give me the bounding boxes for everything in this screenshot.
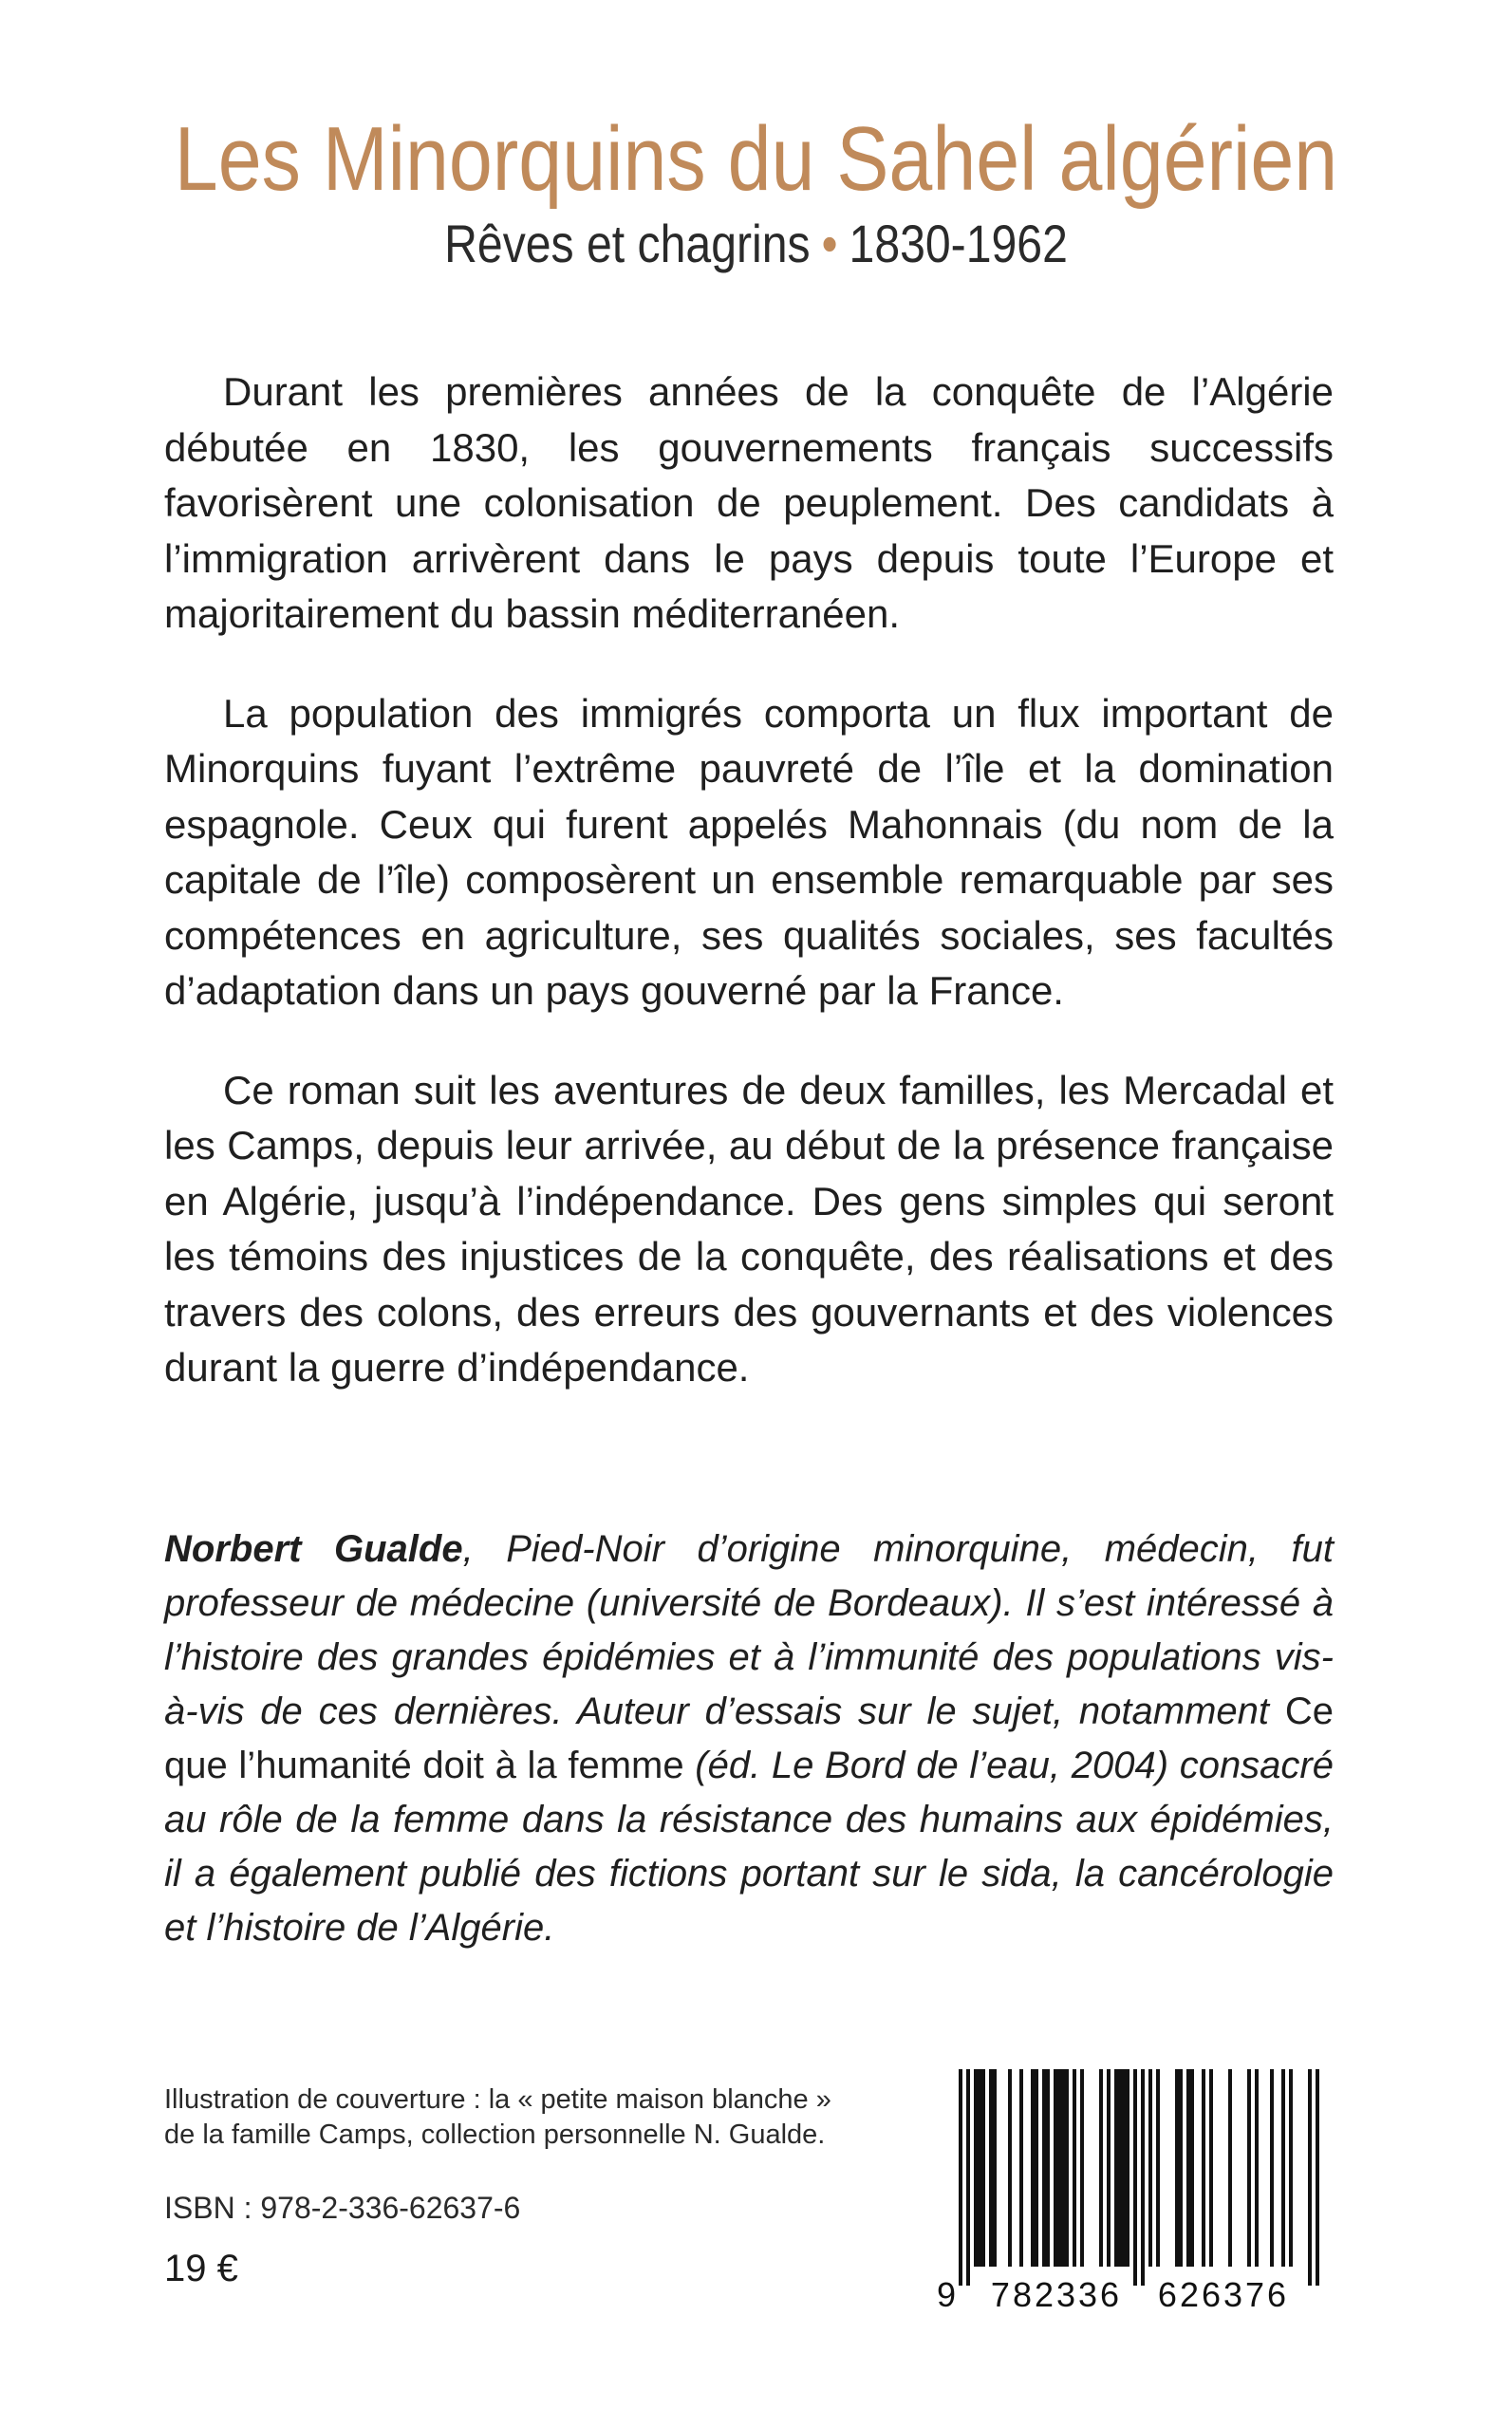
cover-illustration-credit (164, 2082, 905, 2153)
barcode-bar (1114, 2069, 1118, 2267)
barcode-bar (1019, 2069, 1023, 2267)
barcode-bar (1046, 2069, 1050, 2267)
barcode-bar (978, 2069, 981, 2267)
credit-line-1: Illustration de couverture : la « petite maison blanche » (164, 2084, 831, 2115)
credit-line-2: de la famille Camps, collection personnelle N. Gualde. (164, 2120, 826, 2150)
barcode-bar (1202, 2069, 1205, 2267)
back-cover-summary (164, 364, 1334, 1440)
barcode-bar (1228, 2069, 1232, 2267)
author-name: Norbert Gualde (164, 1528, 463, 1570)
barcode-bar (1054, 2069, 1057, 2267)
barcode-bar (1035, 2069, 1038, 2267)
barcode-bar (1186, 2069, 1190, 2267)
barcode-guard-bar (1316, 2069, 1319, 2286)
barcode-bar (1190, 2069, 1194, 2267)
bio-text-part2: (éd. Le Bord de l’eau, 2004) consacré au rôle de la femme dans la résistance des humains aux épidémies, il a également publié des fictions portant sur le sida, la cancérologie et l’histoire de l’Algérie. (164, 1745, 1334, 1949)
barcode-bar (1061, 2069, 1065, 2267)
barcode-bar (993, 2069, 997, 2267)
barcode-guard-bar (1141, 2069, 1145, 2286)
barcode-bar (1080, 2069, 1084, 2267)
barcode-bar (1289, 2069, 1293, 2267)
barcode-bar (1065, 2069, 1069, 2267)
barcode-bar (1118, 2069, 1122, 2267)
barcode-guard-bar (1133, 2069, 1137, 2286)
summary-paragraph-2: La population des immigrés comporta un flux important de Minorquins fuyant l’extrême pauvreté de l’île et la domination espagnole. Ceux qui furent appelés Mahonnais (du nom de la capitale de l’île) composèrent un ensemble remarquable par ses compétences en agriculture, ses qualités sociales, ses facultés d’adaptation dans un pays gouverné par la France. (164, 690, 1334, 1013)
barcode-bar (1107, 2069, 1111, 2267)
barcode-bar (1270, 2069, 1274, 2267)
barcode-bar (1247, 2069, 1251, 2267)
barcode-bar (1126, 2069, 1129, 2267)
barcode-bar (1042, 2069, 1046, 2267)
summary-paragraph-1: Durant les premières années de la conquête de l’Algérie débutée en 1830, les gouvernements français successifs favorisèrent une colonisation de peuplement. Des candidats à l’immigration arrivèrent dans le pays depuis toute l’Europe et majoritairement du bassin méditerranéen. (164, 369, 1334, 636)
subtitle-text: Rêves et chagrins (444, 214, 811, 273)
bio-book-title: Ce que l’humanité doit à la femme (164, 1690, 1334, 1786)
barcode-bar (1281, 2069, 1285, 2267)
barcode-bar (989, 2069, 993, 2267)
barcode-bar (1148, 2069, 1152, 2267)
barcode-digits-left: 782336 (990, 2275, 1123, 2314)
subtitle-dates: 1830-1962 (849, 214, 1068, 273)
book-title: Les Minorquins du Sahel algérien (174, 108, 1338, 210)
barcode-bar (981, 2069, 985, 2267)
barcode-bar (1255, 2069, 1259, 2267)
barcode-bar (1122, 2069, 1126, 2267)
book-subtitle (106, 211, 1407, 277)
price: 19 € (164, 2248, 238, 2289)
barcode-bar (1031, 2069, 1035, 2267)
barcode-bars (959, 2069, 1319, 2286)
subtitle-separator: • (821, 214, 838, 273)
barcode-digits-right: 626376 (1157, 2275, 1290, 2314)
bio-text-part1: , Pied-Noir d’origine minorquine, médecin, fut professeur de médecine (université de Bordeaux). Il s’est intéressé à l’histoire des grandes épidémies et à l’immunité des populations vis-à-vis de ces dernières. Auteur d’essais sur le sujet, notamment (164, 1528, 1334, 1732)
barcode-bar (1057, 2069, 1061, 2267)
barcode-bar (1156, 2069, 1160, 2267)
barcode-bar (1073, 2069, 1076, 2267)
isbn-barcode (935, 2069, 1329, 2316)
barcode-bar (1008, 2069, 1012, 2267)
barcode-bar (1179, 2069, 1183, 2267)
barcode-guard-bar (966, 2069, 970, 2286)
isbn: ISBN : 978-2-336-62637-6 (164, 2191, 521, 2225)
barcode-bar (974, 2069, 978, 2267)
barcode-bar (1099, 2069, 1103, 2267)
barcode-guard-bar (1308, 2069, 1312, 2286)
barcode-bar (1175, 2069, 1179, 2267)
barcode-guard-bar (959, 2069, 962, 2286)
barcode-digit-prefix: 9 (936, 2275, 957, 2314)
barcode-bar (1209, 2069, 1213, 2267)
summary-paragraph-3: Ce roman suit les aventures de deux familles, les Mercadal et les Camps, depuis leur arrivée, au début de la présence française en Algérie, jusqu’à l’indépendance. Des gens simples qui seront les témoins des injustices de la conquête, des réalisations et des travers des colons, des erreurs des gouvernants et des violences durant la guerre d’indépendance. (164, 1067, 1334, 1390)
author-bio (164, 1522, 1334, 1955)
